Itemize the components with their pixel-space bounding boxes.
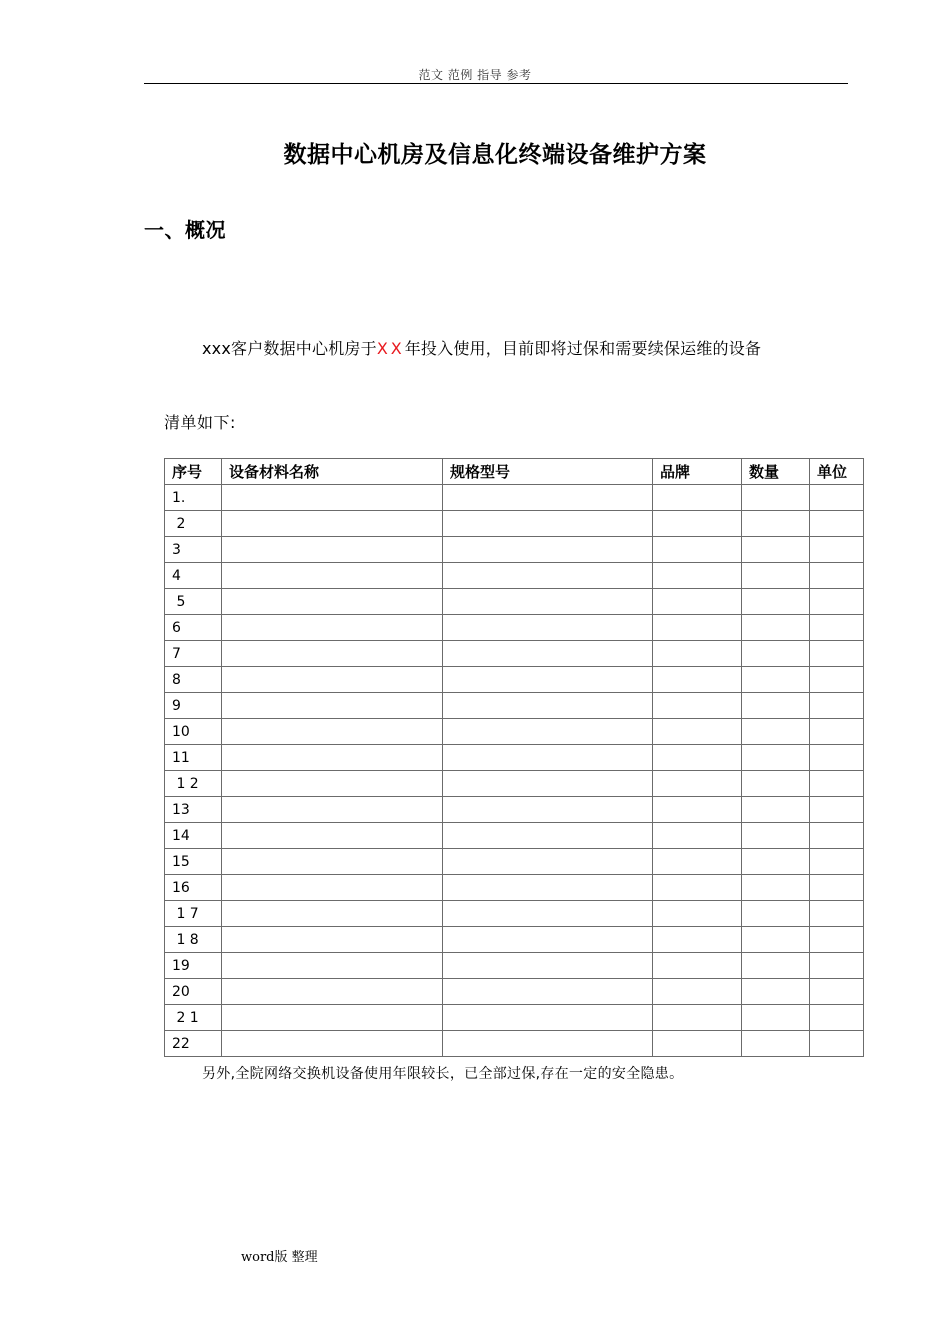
cell-quantity	[742, 849, 810, 875]
cell-index: 10	[165, 719, 222, 745]
cell-unit	[810, 745, 864, 771]
cell-brand	[653, 1031, 742, 1057]
cell-name	[222, 823, 443, 849]
cell-name	[222, 485, 443, 511]
table-row	[165, 1031, 864, 1057]
cell-name	[222, 771, 443, 797]
table-row	[165, 927, 864, 953]
cell-quantity	[742, 719, 810, 745]
table-row	[165, 719, 864, 745]
cell-brand	[653, 979, 742, 1005]
cell-index: 1 2	[165, 771, 222, 797]
cell-name	[222, 719, 443, 745]
cell-name	[222, 1005, 443, 1031]
table-row	[165, 1005, 864, 1031]
cell-unit	[810, 927, 864, 953]
table-row	[165, 641, 864, 667]
cell-model	[443, 693, 653, 719]
cell-index: 2 1	[165, 1005, 222, 1031]
cell-index: 6	[165, 615, 222, 641]
column-header-brand: 品牌	[653, 459, 742, 485]
cell-model	[443, 875, 653, 901]
cell-brand	[653, 901, 742, 927]
table-header-row	[165, 459, 864, 485]
cell-model	[443, 927, 653, 953]
cell-model	[443, 667, 653, 693]
cell-brand	[653, 615, 742, 641]
column-header-model: 规格型号	[443, 459, 653, 485]
cell-name	[222, 693, 443, 719]
cell-index: 16	[165, 875, 222, 901]
cell-brand	[653, 693, 742, 719]
cell-index: 8	[165, 667, 222, 693]
cell-quantity	[742, 797, 810, 823]
cell-unit	[810, 641, 864, 667]
cell-name	[222, 979, 443, 1005]
cell-quantity	[742, 693, 810, 719]
cell-name	[222, 797, 443, 823]
cell-index: 1.	[165, 485, 222, 511]
table-row	[165, 979, 864, 1005]
cell-brand	[653, 849, 742, 875]
cell-model	[443, 537, 653, 563]
cell-quantity	[742, 953, 810, 979]
column-header-index: 序号	[165, 459, 222, 485]
cell-quantity	[742, 875, 810, 901]
cell-model	[443, 485, 653, 511]
table-row	[165, 667, 864, 693]
table-row	[165, 901, 864, 927]
cell-unit	[810, 693, 864, 719]
cell-quantity	[742, 511, 810, 537]
cell-unit	[810, 1031, 864, 1057]
cell-name	[222, 927, 443, 953]
cell-brand	[653, 667, 742, 693]
cell-quantity	[742, 1031, 810, 1057]
table-row	[165, 563, 864, 589]
page-header: 范文 范例 指导 参考	[418, 68, 532, 82]
cell-brand	[653, 563, 742, 589]
header-divider	[144, 83, 848, 84]
column-header-unit: 单位	[810, 459, 864, 485]
cell-unit	[810, 797, 864, 823]
cell-quantity	[742, 641, 810, 667]
cell-index: 2	[165, 511, 222, 537]
cell-model	[443, 1005, 653, 1031]
cell-unit	[810, 563, 864, 589]
cell-unit	[810, 823, 864, 849]
cell-quantity	[742, 537, 810, 563]
table-row	[165, 875, 864, 901]
cell-model	[443, 745, 653, 771]
cell-brand	[653, 745, 742, 771]
cell-model	[443, 823, 653, 849]
cell-index: 13	[165, 797, 222, 823]
cell-model	[443, 563, 653, 589]
cell-brand	[653, 537, 742, 563]
cell-name	[222, 875, 443, 901]
cell-index: 11	[165, 745, 222, 771]
cell-model	[443, 641, 653, 667]
cell-name	[222, 589, 443, 615]
cell-quantity	[742, 823, 810, 849]
cell-index: 14	[165, 823, 222, 849]
cell-quantity	[742, 745, 810, 771]
cell-model	[443, 979, 653, 1005]
column-header-name: 设备材料名称	[222, 459, 443, 485]
cell-unit	[810, 771, 864, 797]
cell-quantity	[742, 589, 810, 615]
paragraph-text-end: 年投入使用，目前即将过保和需要续保运维的设备	[404, 339, 762, 358]
cell-index: 1 7	[165, 901, 222, 927]
placeholder-year: XX	[376, 339, 405, 358]
cell-model	[443, 511, 653, 537]
equipment-table	[164, 458, 864, 1057]
cell-brand	[653, 953, 742, 979]
cell-name	[222, 745, 443, 771]
cell-brand	[653, 771, 742, 797]
cell-index: 22	[165, 1031, 222, 1057]
cell-unit	[810, 719, 864, 745]
cell-unit	[810, 849, 864, 875]
cell-brand	[653, 797, 742, 823]
table-row	[165, 511, 864, 537]
cell-quantity	[742, 927, 810, 953]
cell-brand	[653, 511, 742, 537]
cell-model	[443, 771, 653, 797]
cell-index: 5	[165, 589, 222, 615]
cell-index: 7	[165, 641, 222, 667]
cell-unit	[810, 667, 864, 693]
cell-unit	[810, 589, 864, 615]
cell-unit	[810, 979, 864, 1005]
cell-name	[222, 1031, 443, 1057]
cell-brand	[653, 823, 742, 849]
cell-index: 15	[165, 849, 222, 875]
table-row	[165, 745, 864, 771]
cell-model	[443, 797, 653, 823]
cell-name	[222, 537, 443, 563]
table-row	[165, 693, 864, 719]
cell-model	[443, 953, 653, 979]
cell-brand	[653, 927, 742, 953]
cell-quantity	[742, 771, 810, 797]
column-header-quantity: 数量	[742, 459, 810, 485]
cell-model	[443, 615, 653, 641]
cell-brand	[653, 485, 742, 511]
cell-brand	[653, 589, 742, 615]
table-row	[165, 771, 864, 797]
cell-quantity	[742, 563, 810, 589]
document-title: 数据中心机房及信息化终端设备维护方案	[283, 142, 707, 168]
cell-name	[222, 511, 443, 537]
table-row	[165, 849, 864, 875]
cell-quantity	[742, 1005, 810, 1031]
cell-index: 20	[165, 979, 222, 1005]
cell-model	[443, 589, 653, 615]
cell-brand	[653, 719, 742, 745]
cell-unit	[810, 537, 864, 563]
cell-brand	[653, 641, 742, 667]
cell-index: 4	[165, 563, 222, 589]
cell-quantity	[742, 667, 810, 693]
cell-index: 9	[165, 693, 222, 719]
table-row	[165, 615, 864, 641]
table-row	[165, 823, 864, 849]
overview-paragraph-continuation: 清单如下:	[164, 413, 236, 432]
section-heading-overview: 一、概况	[144, 218, 226, 242]
cell-model	[443, 849, 653, 875]
cell-unit	[810, 485, 864, 511]
cell-name	[222, 615, 443, 641]
table-row	[165, 797, 864, 823]
cell-index: 19	[165, 953, 222, 979]
cell-name	[222, 901, 443, 927]
cell-name	[222, 667, 443, 693]
table-row	[165, 485, 864, 511]
cell-name	[222, 641, 443, 667]
cell-unit	[810, 511, 864, 537]
cell-name	[222, 849, 443, 875]
cell-quantity	[742, 615, 810, 641]
cell-brand	[653, 875, 742, 901]
cell-name	[222, 953, 443, 979]
cell-unit	[810, 1005, 864, 1031]
cell-model	[443, 901, 653, 927]
cell-unit	[810, 615, 864, 641]
cell-name	[222, 563, 443, 589]
cell-unit	[810, 901, 864, 927]
page-footer: word版 整理	[241, 1250, 318, 1265]
cell-model	[443, 1031, 653, 1057]
cell-brand	[653, 1005, 742, 1031]
cell-quantity	[742, 485, 810, 511]
table-row	[165, 589, 864, 615]
cell-unit	[810, 953, 864, 979]
cell-index: 1 8	[165, 927, 222, 953]
cell-quantity	[742, 979, 810, 1005]
paragraph-text-start: xxx客户数据中心机房于	[202, 339, 377, 358]
cell-model	[443, 719, 653, 745]
closing-paragraph: 另外,全院网络交换机设备使用年限较长，已全部过保,存在一定的安全隐患。	[202, 1066, 684, 1082]
table-row	[165, 537, 864, 563]
table-body	[165, 485, 864, 1057]
cell-index: 3	[165, 537, 222, 563]
table-row	[165, 953, 864, 979]
cell-unit	[810, 875, 864, 901]
overview-paragraph	[202, 336, 761, 359]
cell-quantity	[742, 901, 810, 927]
